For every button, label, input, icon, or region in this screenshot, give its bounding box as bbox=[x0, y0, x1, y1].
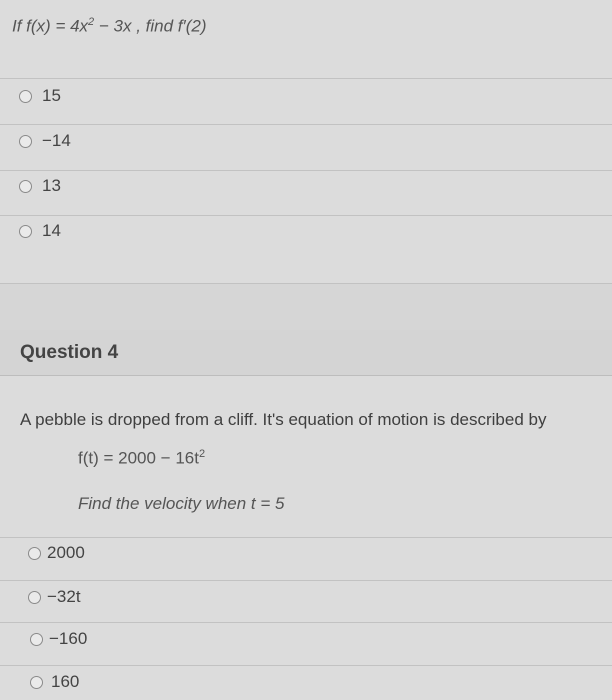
q3-option-label: 13 bbox=[42, 176, 61, 195]
divider bbox=[0, 170, 612, 171]
divider bbox=[0, 78, 612, 79]
q3-option-label: 15 bbox=[42, 86, 61, 105]
question-3-exponent: 2 bbox=[88, 16, 95, 28]
question-4-header bbox=[0, 330, 612, 376]
question-3-suffix: − 3x , find f′(2) bbox=[94, 16, 207, 36]
question-4-ask: Find the velocity when t = 5 bbox=[78, 494, 285, 513]
question-4-title: Question 4 bbox=[20, 342, 119, 363]
divider bbox=[0, 124, 612, 125]
radio-icon[interactable] bbox=[19, 225, 32, 238]
divider bbox=[0, 537, 612, 538]
radio-icon[interactable] bbox=[28, 547, 41, 560]
q4-option-2[interactable] bbox=[28, 587, 81, 607]
q3-option-label: 14 bbox=[42, 221, 61, 240]
question-3-prefix: If f(x) = 4x bbox=[12, 16, 89, 36]
radio-icon[interactable] bbox=[19, 135, 32, 148]
q4-option-label: 160 bbox=[51, 672, 80, 691]
divider bbox=[0, 580, 612, 581]
q3-option-1[interactable] bbox=[19, 86, 61, 106]
q4-option-label: −160 bbox=[49, 629, 88, 648]
divider bbox=[0, 622, 612, 623]
q4-option-4[interactable] bbox=[30, 672, 79, 692]
radio-icon[interactable] bbox=[30, 676, 43, 689]
q4-option-3[interactable] bbox=[30, 629, 87, 649]
q3-option-2[interactable] bbox=[19, 131, 71, 151]
q4-option-label: −32t bbox=[47, 587, 81, 606]
radio-icon[interactable] bbox=[28, 591, 41, 604]
divider bbox=[0, 665, 612, 666]
q3-option-3[interactable] bbox=[19, 176, 61, 196]
radio-icon[interactable] bbox=[30, 633, 43, 646]
q3-option-label: −14 bbox=[42, 131, 71, 150]
q3-option-4[interactable] bbox=[19, 221, 61, 241]
radio-icon[interactable] bbox=[19, 90, 32, 103]
q4-option-1[interactable] bbox=[28, 543, 85, 563]
question-3-prompt bbox=[12, 16, 207, 37]
equation-text: f(t) = 2000 − 16t bbox=[78, 448, 199, 468]
q4-option-label: 2000 bbox=[47, 543, 85, 562]
question-4-prompt: A pebble is dropped from a cliff. It's equation of motion is described by bbox=[20, 410, 547, 429]
equation-exponent: 2 bbox=[198, 448, 206, 460]
section-gap bbox=[0, 283, 612, 331]
question-4-equation bbox=[78, 448, 205, 469]
divider bbox=[0, 215, 612, 216]
radio-icon[interactable] bbox=[19, 180, 32, 193]
